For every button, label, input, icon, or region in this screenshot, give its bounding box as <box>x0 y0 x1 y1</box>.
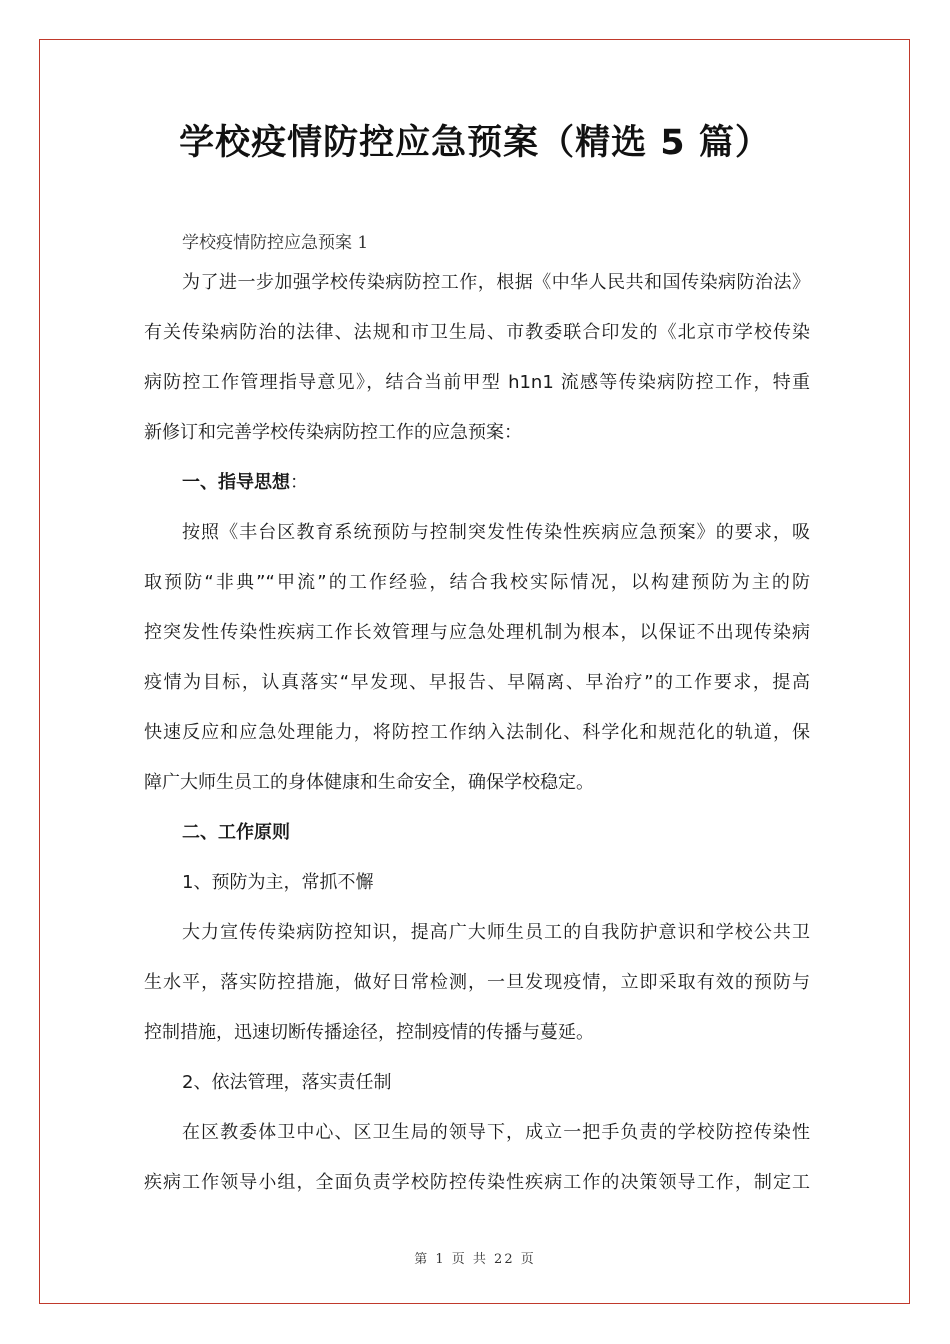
paragraph-line: 障广大师生员工的身体健康和生命安全，确保学校稳定。 <box>144 772 594 793</box>
paragraph-line: 快速反应和应急处理能力，将防控工作纳入法制化、科学化和规范化的轨道，保 <box>144 722 810 743</box>
item1-paragraph <box>144 908 810 1058</box>
document-title: 学校疫情防控应急预案（精选 5 篇） <box>179 123 771 163</box>
section-heading-colon: ： <box>290 472 308 493</box>
paragraph-line: 大力宣传传染病防控知识，提高广大师生员工的自我防护意识和学校公共卫 <box>182 922 810 943</box>
item2-paragraph <box>144 1108 810 1208</box>
page-footer: 第 1 页 共 22 页 <box>414 1252 536 1267</box>
section-heading <box>144 458 810 508</box>
paragraph-line: 病防控工作管理指导意见》，结合当前甲型 h1n1 流感等传染病防控工作，特重 <box>144 372 810 393</box>
paragraph-line: 疾病工作领导小组，全面负责学校防控传染性疾病工作的决策领导工作，制定工 <box>144 1172 810 1193</box>
document-subtitle: 学校疫情防控应急预案 1 <box>182 233 369 253</box>
section1-paragraph <box>144 508 810 808</box>
intro-paragraph <box>144 258 810 458</box>
list-item-heading: 1、预防为主，常抓不懈 <box>182 872 374 893</box>
paragraph-line: 控突发性传染性疾病工作长效管理与应急处理机制为根本，以保证不出现传染病 <box>144 622 810 643</box>
paragraph-line: 有关传染病防治的法律、法规和市卫生局、市教委联合印发的《北京市学校传染 <box>144 322 810 343</box>
paragraph-line: 疫情为目标，认真落实“早发现、早报告、早隔离、早治疗”的工作要求，提高 <box>144 672 810 693</box>
paragraph-line: 按照《丰台区教育系统预防与控制突发性传染性疾病应急预案》的要求，吸 <box>182 522 810 543</box>
paragraph-line: 取预防“非典”“甲流”的工作经验，结合我校实际情况，以构建预防为主的防 <box>144 572 810 593</box>
document-body <box>144 228 810 1208</box>
paragraph-line: 在区教委体卫中心、区卫生局的领导下，成立一把手负责的学校防控传染性 <box>182 1122 810 1143</box>
paragraph-line: 新修订和完善学校传染病防控工作的应急预案： <box>144 422 522 443</box>
section-heading-text: 一、指导思想 <box>182 472 290 493</box>
list-item-heading: 2、依法管理，落实责任制 <box>182 1072 392 1093</box>
section-heading: 二、工作原则 <box>182 822 290 843</box>
paragraph-line: 生水平，落实防控措施，做好日常检测，一旦发现疫情，立即采取有效的预防与 <box>144 972 810 993</box>
paragraph-line: 为了进一步加强学校传染病防控工作，根据《中华人民共和国传染病防治法》 <box>182 272 810 293</box>
paragraph-line: 控制措施，迅速切断传播途径，控制疫情的传播与蔓延。 <box>144 1022 594 1043</box>
